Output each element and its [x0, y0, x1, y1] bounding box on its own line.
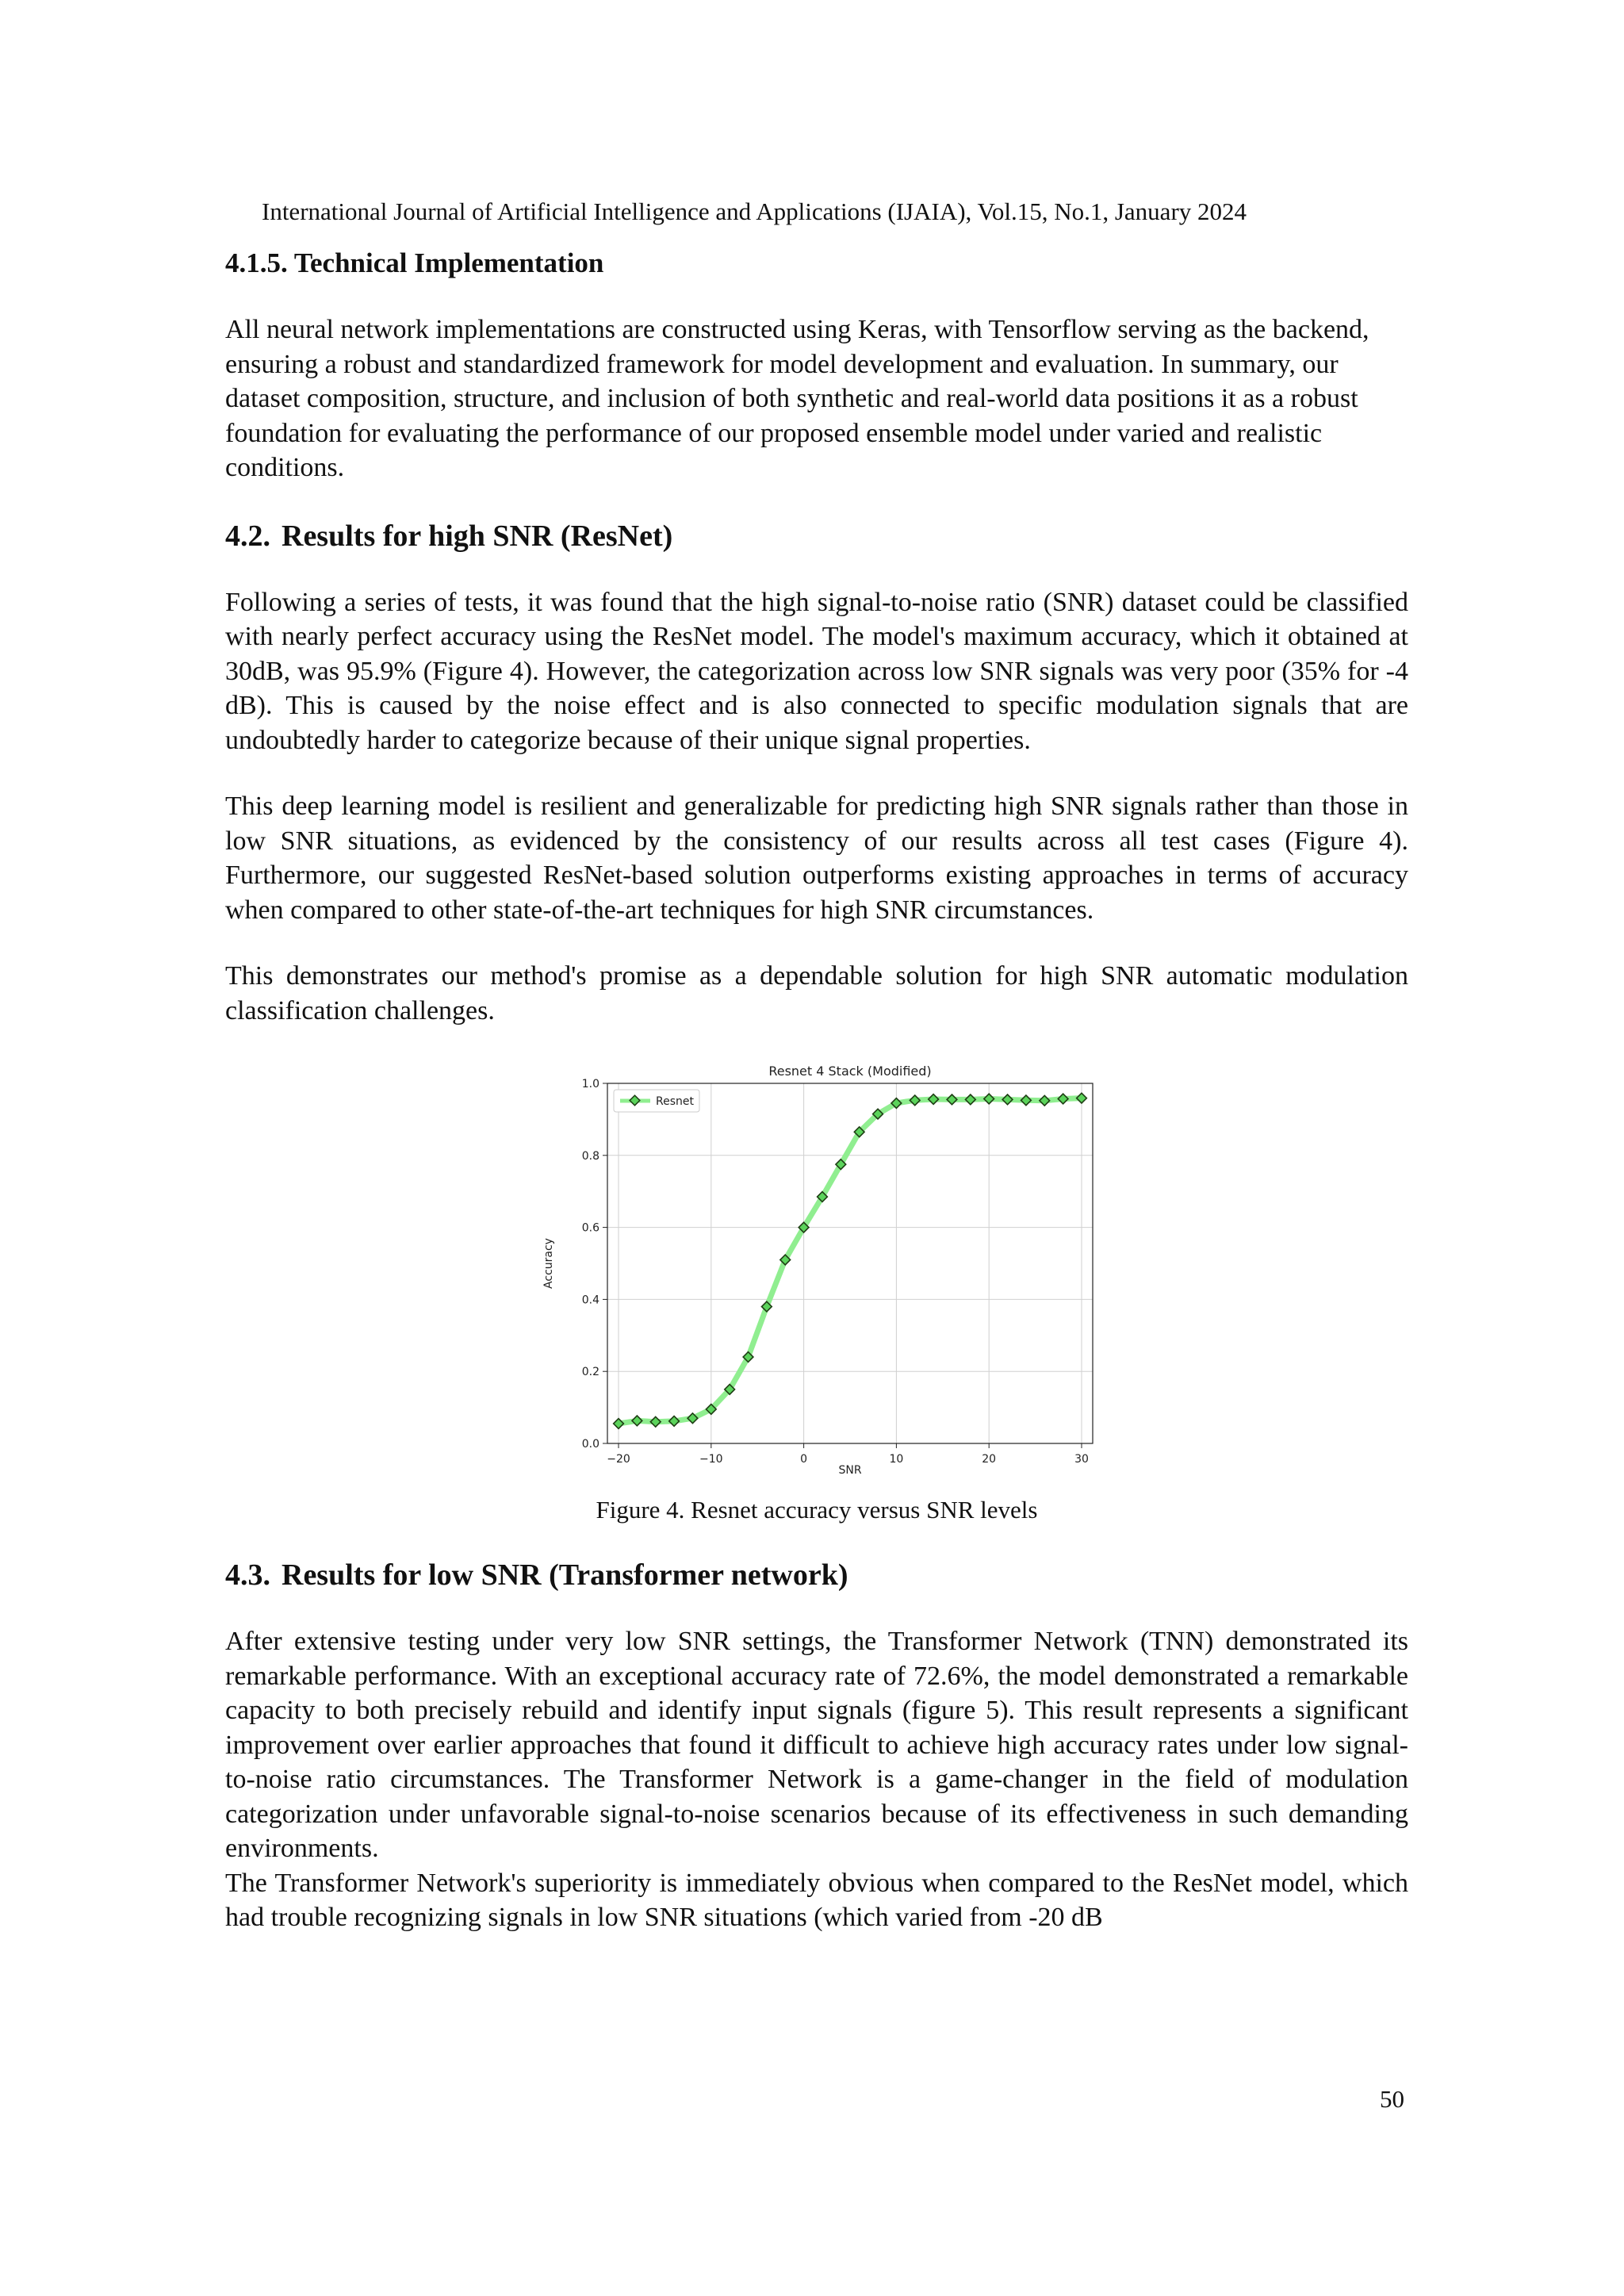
y-axis-label: Accuracy [542, 1238, 555, 1289]
section-4-1-5-paragraph: All neural network implementations are constructed using Keras, with Tensorflow serving as the backend, ensuring a robust and standardized framework for model development and evaluation. In summary, our dataset composition, structure, and inclusion of both synthetic and real-world data positions it as a robust foundation for evaluating the performance of our proposed ensemble model under varied and realistic conditions. [225, 315, 1369, 482]
x-tick-label: 0 [800, 1453, 808, 1466]
resnet-data-point [984, 1094, 994, 1104]
y-tick-label: 0.2 [581, 1366, 599, 1379]
x-tick-label: −20 [607, 1453, 630, 1466]
resnet-data-point [947, 1094, 957, 1105]
y-tick-label: 1.0 [581, 1078, 599, 1091]
x-tick-label: 30 [1074, 1453, 1089, 1466]
section-4-3-number: 4.3. [225, 1558, 270, 1592]
resnet-data-point [1058, 1094, 1068, 1104]
chart-title: Resnet 4 Stack (Modified) [768, 1064, 932, 1079]
section-4-2-paragraph-3: This demonstrates our method's promise as a dependable solution for high SNR automatic modulation classification challenges. [225, 961, 1408, 1025]
x-axis-ticks [607, 1443, 1089, 1466]
resnet-data-point [929, 1094, 939, 1105]
figure-4-caption: Figure 4. Resnet accuracy versus SNR levels [596, 1496, 1038, 1524]
resnet-data-point [614, 1419, 624, 1429]
page-number: 50 [1380, 2085, 1404, 2113]
y-axis-ticks [582, 1078, 607, 1451]
page-content [225, 246, 1408, 1935]
legend-label: Resnet [656, 1095, 694, 1108]
section-4-2-title: Results for high SNR (ResNet) [282, 519, 673, 553]
section-4-2-heading [225, 517, 1408, 555]
resnet-data-point [669, 1416, 680, 1426]
chart-grid [607, 1083, 1093, 1443]
plot-frame [607, 1083, 1093, 1443]
section-4-3-paragraph-1: After extensive testing under very low SNR settings, the Transformer Network (TNN) demonstrated its remarkable performance. With an exceptional accuracy rate of 72.6%, the model demonstrated a remarkable capacity to both precisely rebuild and identify input signals (figure 5). This result represents a significant improvement over earlier approaches that found it difficult to achieve high accuracy rates under low signal-to-noise ratio circumstances. The Transformer Network is a game-changer in the field of modulation categorization under unfavorable signal-to-noise scenarios because of its effectiveness in such demanding environments. [225, 1627, 1408, 1863]
figure-4 [225, 1060, 1408, 1478]
resnet-series-line [619, 1098, 1082, 1424]
x-tick-label: 10 [889, 1453, 904, 1466]
journal-header: International Journal of Artificial Intelligence and Applications (IJAIA), Vol.15, No.1, January 2024 [262, 197, 1247, 225]
section-4-2-paragraph-2: This deep learning model is resilient and generalizable for predicting high SNR signals rather than those in low SNR situations, as evidenced by the consistency of our results across all test cases (Figure 4). Furthermore, our suggested ResNet-based solution outperforms existing approaches in terms of accuracy when compared to other state-of-the-art techniques for high SNR circumstances. [225, 792, 1408, 925]
resnet-data-point [1002, 1094, 1013, 1105]
section-4-3-heading [225, 1556, 1408, 1594]
resnet-data-point [1021, 1095, 1032, 1106]
section-4-2-number: 4.2. [225, 519, 270, 553]
y-tick-label: 0.4 [581, 1294, 599, 1307]
resnet-accuracy-chart [534, 1060, 1097, 1478]
resnet-data-point [1040, 1095, 1050, 1106]
y-tick-label: 0.6 [581, 1221, 599, 1235]
resnet-data-point [650, 1416, 661, 1427]
section-4-1-5-heading: 4.1.5. Technical Implementation [225, 247, 604, 278]
section-4-3-title: Results for low SNR (Transformer network) [282, 1558, 848, 1592]
resnet-data-point [910, 1095, 920, 1106]
chart-series [614, 1093, 1087, 1428]
y-tick-label: 0.0 [581, 1438, 599, 1451]
resnet-data-point [1077, 1093, 1087, 1103]
section-4-3-paragraph-2: The Transformer Network's superiority is immediately obvious when compared to the ResNet model, which had trouble recognizing signals in low SNR situations (which varied from -20 dB [225, 1868, 1408, 1932]
x-tick-label: −10 [699, 1453, 723, 1466]
x-axis-label: SNR [838, 1464, 862, 1477]
y-tick-label: 0.8 [581, 1149, 599, 1163]
section-4-2-paragraph-1: Following a series of tests, it was found that the high signal-to-noise ratio (SNR) dataset could be classified with nearly perfect accuracy using the ResNet model. The model's maximum accuracy, which it obtained at 30dB, was 95.9% (Figure 4). However, the categorization across low SNR signals was very poor (35% for -4 dB). This is caused by the noise effect and is also connected to specific modulation signals that are undoubtedly harder to categorize because of their unique signal properties. [225, 587, 1408, 755]
chart-legend [614, 1090, 699, 1112]
x-tick-label: 20 [982, 1453, 997, 1466]
resnet-data-point [965, 1094, 975, 1105]
resnet-data-point [632, 1416, 642, 1426]
